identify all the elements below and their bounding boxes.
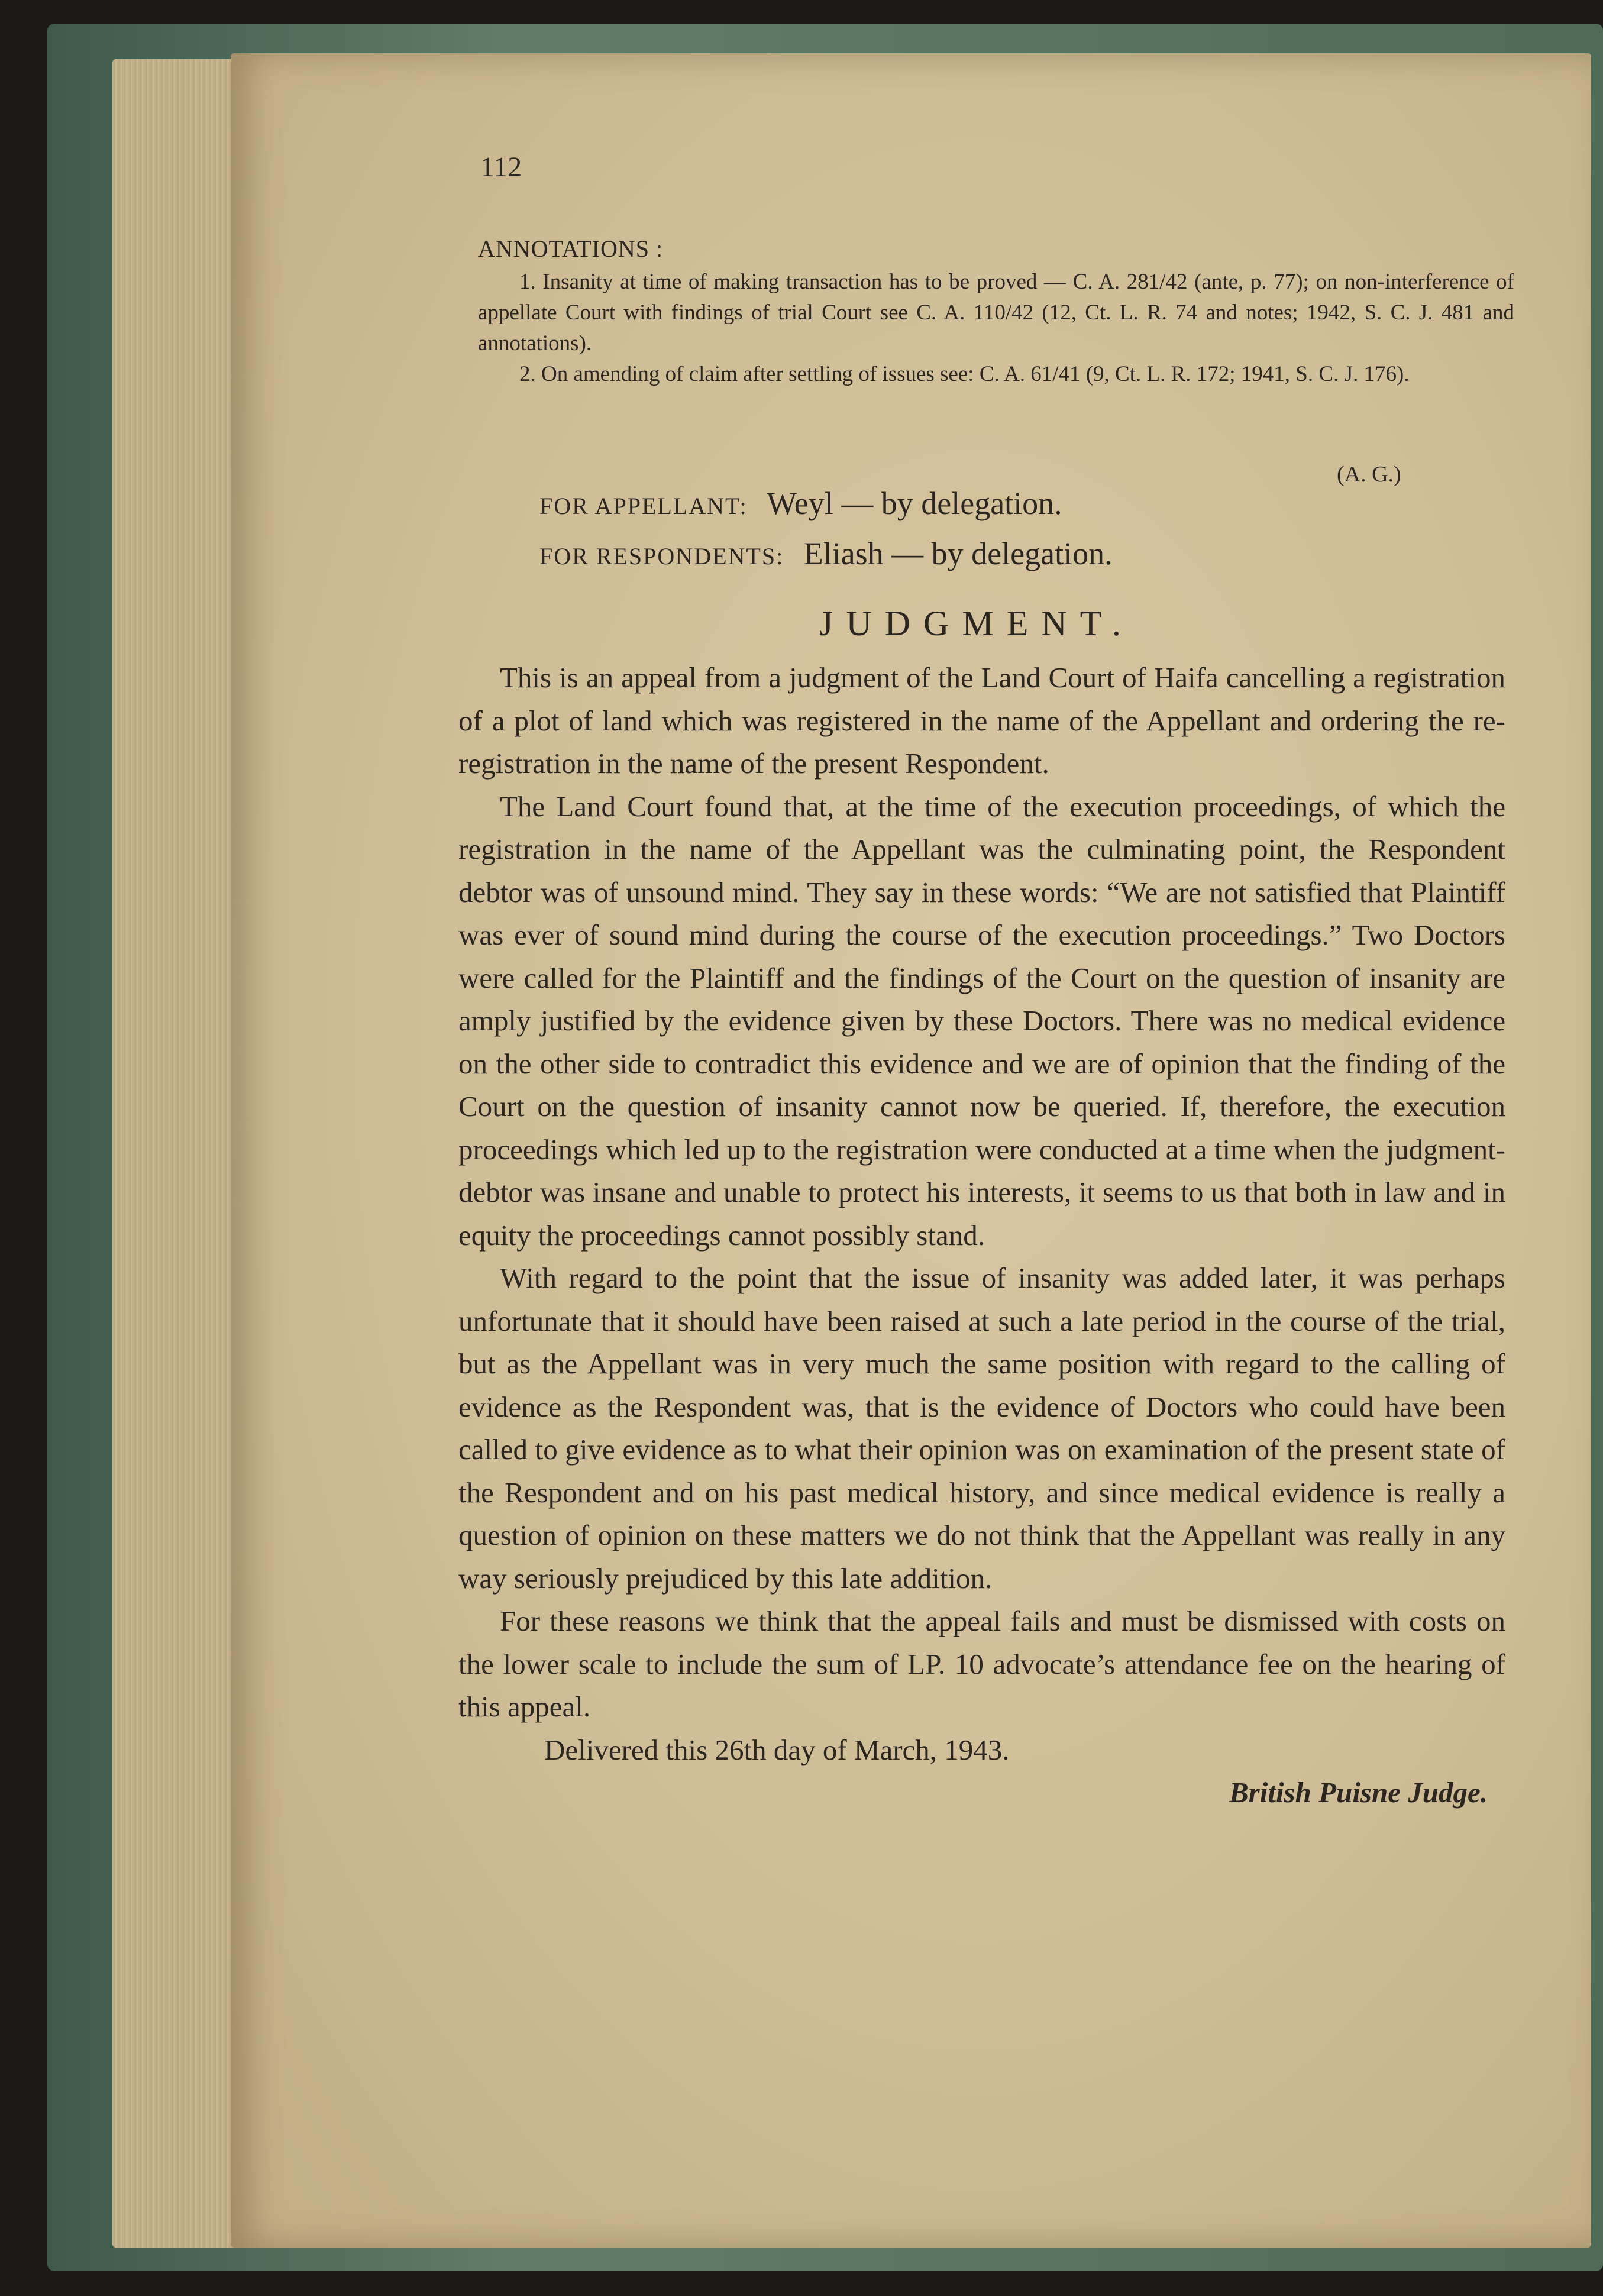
page-number: 112 — [480, 151, 522, 183]
judgment-paragraph: For these reasons we think that the appeal fails and must be dismissed with costs on the lower scale to include the sum of LP. 10 advocate’s attendance fee on the hearing of this appeal. — [458, 1605, 1505, 1723]
judgment-paragraph: The Land Court found that, at the time of the execution proceedings, of which the registration in the name of the Appellant was the culminating point, the Respondent debtor was of unsound mind. They say in these words: “We are not satisfied that Plaintiff was ever of sound mind during the course of the execution proceedings.” Two Doctors were called for the Plaintiff and the findings of the Court on the question of insanity are amply justified by the evidence given by these Doctors. There was no medical evidence on the other side to contradict this evidence and we are of opinion that the finding of the Court on the question of insanity cannot now be queried. If, therefore, the execution proceedings which led up to the registration were conducted at a time when the judgment-debtor was insane and unable to protect his interests, it seems to us that both in law and in equity the proceedings cannot possibly stand. — [458, 790, 1505, 1252]
judgment-paragraph: With regard to the point that the issue of insanity was added later, it was perhaps unfortunate that it should have been raised at such a late period in the course of the trial, but as the Appellant was in very much the same position with regard to the calling of evidence as the Respondent was, that is the evidence of Doctors who could have been called to give evidence as to what their opinion was on examination of the present state of the Respondent and on his past medical history, and since medical evidence is really a question of opinion on these matters we do not think that the Appellant was really in any way seriously prejudiced by this late addition. — [458, 1262, 1505, 1595]
respondents-label: FOR RESPONDENTS: — [539, 543, 784, 570]
judgment-heading: JUDGMENT. — [819, 604, 1134, 643]
annotation-item: 1. Insanity at time of making transaction has to be proved — C. A. 281/42 (ante, p. 77); on non-interference of appellate Court with findings of trial Court see C. A. 110/42 (12, Ct. L. R. 74 and notes; 1942, S. C. J. 481 and annotations). — [478, 270, 1514, 355]
respondents-value: Eliash — by delegation. — [803, 536, 1113, 571]
appellant-label: FOR APPELLANT: — [539, 493, 748, 519]
judgment-body — [458, 657, 1505, 1815]
annotation-initials: (A. G.) — [1337, 462, 1401, 487]
annotations-heading: ANNOTATIONS : — [478, 235, 664, 262]
judge-signature: British Puisne Judge. — [1229, 1776, 1488, 1809]
appellant-value: Weyl — by delegation. — [767, 486, 1062, 521]
appellant-counsel — [539, 485, 1062, 522]
delivered-date: Delivered this 26th day of March, 1943. — [544, 1733, 1010, 1766]
annotations-section — [478, 234, 1514, 390]
respondents-counsel — [539, 535, 1113, 572]
annotation-item: 2. On amending of claim after settling of issues see: C. A. 61/41 (9, Ct. L. R. 172; 1941, S. C. J. 176). — [519, 362, 1410, 386]
judgment-paragraph: This is an appeal from a judgment of the Land Court of Haifa cancelling a registration of a plot of land which was registered in the name of the Appellant and ordering the re-registration in the name of the present Respondent. — [458, 661, 1505, 780]
